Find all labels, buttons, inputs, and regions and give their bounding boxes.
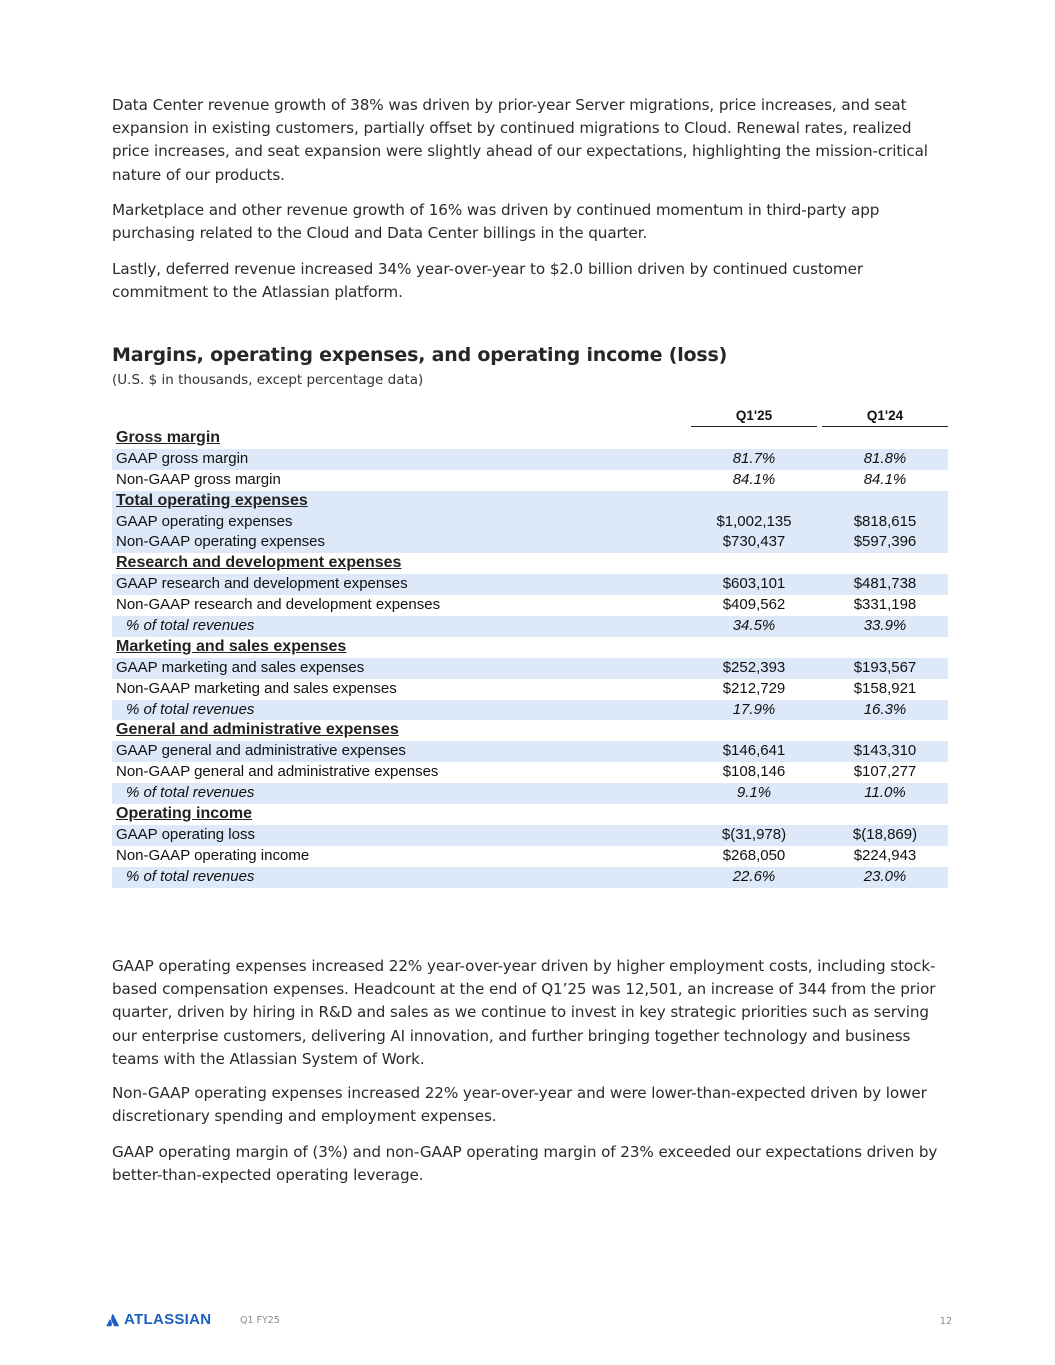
value-q1-24: $193,567: [853, 658, 917, 676]
table-row: [112, 595, 948, 616]
report-period: Q1 FY25: [240, 1315, 280, 1326]
table-row: [112, 658, 948, 679]
table-row: [112, 679, 948, 700]
value-q1-24: $(18,869): [852, 825, 918, 843]
row-label: % of total revenues: [126, 867, 255, 885]
row-label: % of total revenues: [126, 784, 255, 802]
section-label: Research and development expenses: [116, 554, 402, 572]
section-label: Total operating expenses: [116, 491, 308, 509]
value-q1-24: $481,738: [853, 575, 917, 593]
value-q1-25: 84.1%: [732, 470, 776, 488]
column-header-q1-24: Q1'24: [822, 408, 948, 427]
value-q1-24: 23.0%: [863, 867, 907, 885]
table-header: [112, 406, 948, 428]
row-label: Non-GAAP research and development expenses: [116, 596, 441, 614]
atlassian-logo: [106, 1311, 211, 1328]
table-row: [112, 762, 948, 783]
paragraph-marketplace: Marketplace and other revenue growth of 16% was driven by continued momentum in third-party app purchasing related to the Cloud and Data Center billings in the quarter.: [112, 201, 880, 243]
value-q1-24: 84.1%: [863, 470, 907, 488]
table-row: [112, 532, 948, 553]
value-q1-24: $818,615: [853, 512, 917, 530]
table-section-header: [112, 491, 948, 512]
value-q1-24: $143,310: [853, 742, 917, 760]
value-q1-25: $(31,978): [721, 825, 787, 843]
value-q1-25: $252,393: [722, 658, 786, 676]
margins-table: [112, 406, 948, 888]
table-row: [112, 574, 948, 595]
logo-text: ATLASSIAN: [124, 1311, 212, 1328]
section-subtitle: (U.S. $ in thousands, except percentage data): [112, 372, 424, 388]
value-q1-24: $224,943: [853, 846, 917, 864]
row-label: GAAP research and development expenses: [116, 575, 408, 593]
value-q1-25: 81.7%: [732, 449, 776, 467]
row-label: Non-GAAP operating expenses: [116, 533, 326, 551]
table-row: [112, 700, 948, 721]
value-q1-25: $212,729: [722, 679, 786, 697]
paragraph-gaap-opex: GAAP operating expenses increased 22% year-over-year driven by higher employment costs, including stock-based compensation expenses. Headcount at the end of Q1’25 was 12,501, an increase of 344 from the prior quarter, driven by hiring in R&D and sales as we continue to invest in key strategic priorities such as serving our enterprise customers, delivering AI innovation, and further bringing together technology and business teams with the Atlassian System of Work.: [112, 957, 936, 1068]
row-label: GAAP marketing and sales expenses: [116, 658, 365, 676]
row-label: GAAP operating loss: [116, 825, 255, 843]
value-q1-24: 16.3%: [863, 700, 907, 718]
section-label: Operating income: [116, 805, 253, 823]
page-footer: [106, 1311, 952, 1331]
value-q1-25: $146,641: [722, 742, 786, 760]
table-row: [112, 783, 948, 804]
table-body: [112, 428, 948, 888]
table-section-header: [112, 720, 948, 741]
row-label: Non-GAAP general and administrative expenses: [116, 763, 439, 781]
value-q1-25: 34.5%: [732, 617, 776, 635]
value-q1-25: 17.9%: [732, 700, 776, 718]
table-section-header: [112, 637, 948, 658]
table-row: [112, 470, 948, 491]
row-label: Non-GAAP marketing and sales expenses: [116, 679, 397, 697]
section-title: Margins, operating expenses, and operating income (loss): [112, 344, 728, 366]
column-header-q1-25: Q1'25: [691, 408, 817, 427]
value-q1-25: $108,146: [722, 763, 786, 781]
table-row: [112, 512, 948, 533]
paragraph-operating-margin: GAAP operating margin of (3%) and non-GAAP operating margin of 23% exceeded our expectations driven by better-than-expected operating leverage.: [112, 1143, 938, 1185]
table-section-header: [112, 428, 948, 449]
row-label: % of total revenues: [126, 700, 255, 718]
table-section-header: [112, 553, 948, 574]
paragraph-data-center: Data Center revenue growth of 38% was driven by prior-year Server migrations, price increases, and seat expansion in existing customers, partially offset by continued migrations to Cloud. Renewal rates, realized price increases, and seat expansion were slightly ahead of our expectations, highlighting the mission-critical nature of our products.: [112, 96, 928, 184]
value-q1-25: 9.1%: [736, 784, 772, 802]
value-q1-24: $158,921: [853, 679, 917, 697]
value-q1-24: 33.9%: [863, 617, 907, 635]
page-number: 12: [939, 1316, 952, 1327]
value-q1-24: 81.8%: [863, 449, 907, 467]
paragraph-deferred-revenue: Lastly, deferred revenue increased 34% year-over-year to $2.0 billion driven by continued customer commitment to the Atlassian platform.: [112, 260, 863, 302]
row-label: % of total revenues: [126, 617, 255, 635]
value-q1-24: $597,396: [853, 533, 917, 551]
value-q1-25: $1,002,135: [716, 512, 792, 530]
section-label: Gross margin: [116, 429, 221, 446]
paragraph-non-gaap-opex: Non-GAAP operating expenses increased 22% year-over-year and were lower-than-expected driven by lower discretionary spending and employment expenses.: [112, 1084, 927, 1126]
value-q1-24: 11.0%: [864, 784, 906, 802]
section-label: General and administrative expenses: [116, 721, 399, 739]
row-label: GAAP general and administrative expenses: [116, 742, 406, 760]
value-q1-25: $730,437: [722, 533, 786, 551]
row-label: GAAP gross margin: [116, 449, 249, 467]
table-row: [112, 616, 948, 637]
table-row: [112, 825, 948, 846]
section-label: Marketing and sales expenses: [116, 637, 347, 655]
table-row: [112, 741, 948, 762]
row-label: GAAP operating expenses: [116, 512, 293, 530]
value-q1-24: $107,277: [853, 763, 917, 781]
value-q1-25: $409,562: [722, 596, 786, 614]
table-row: [112, 867, 948, 888]
table-section-header: [112, 804, 948, 825]
table-row: [112, 846, 948, 867]
value-q1-25: $268,050: [722, 846, 786, 864]
row-label: Non-GAAP operating income: [116, 846, 310, 864]
table-row: [112, 449, 948, 470]
row-label: Non-GAAP gross margin: [116, 470, 281, 488]
value-q1-25: 22.6%: [732, 867, 776, 885]
value-q1-24: $331,198: [853, 596, 917, 614]
value-q1-25: $603,101: [722, 575, 786, 593]
atlassian-logo-icon: [106, 1313, 120, 1327]
